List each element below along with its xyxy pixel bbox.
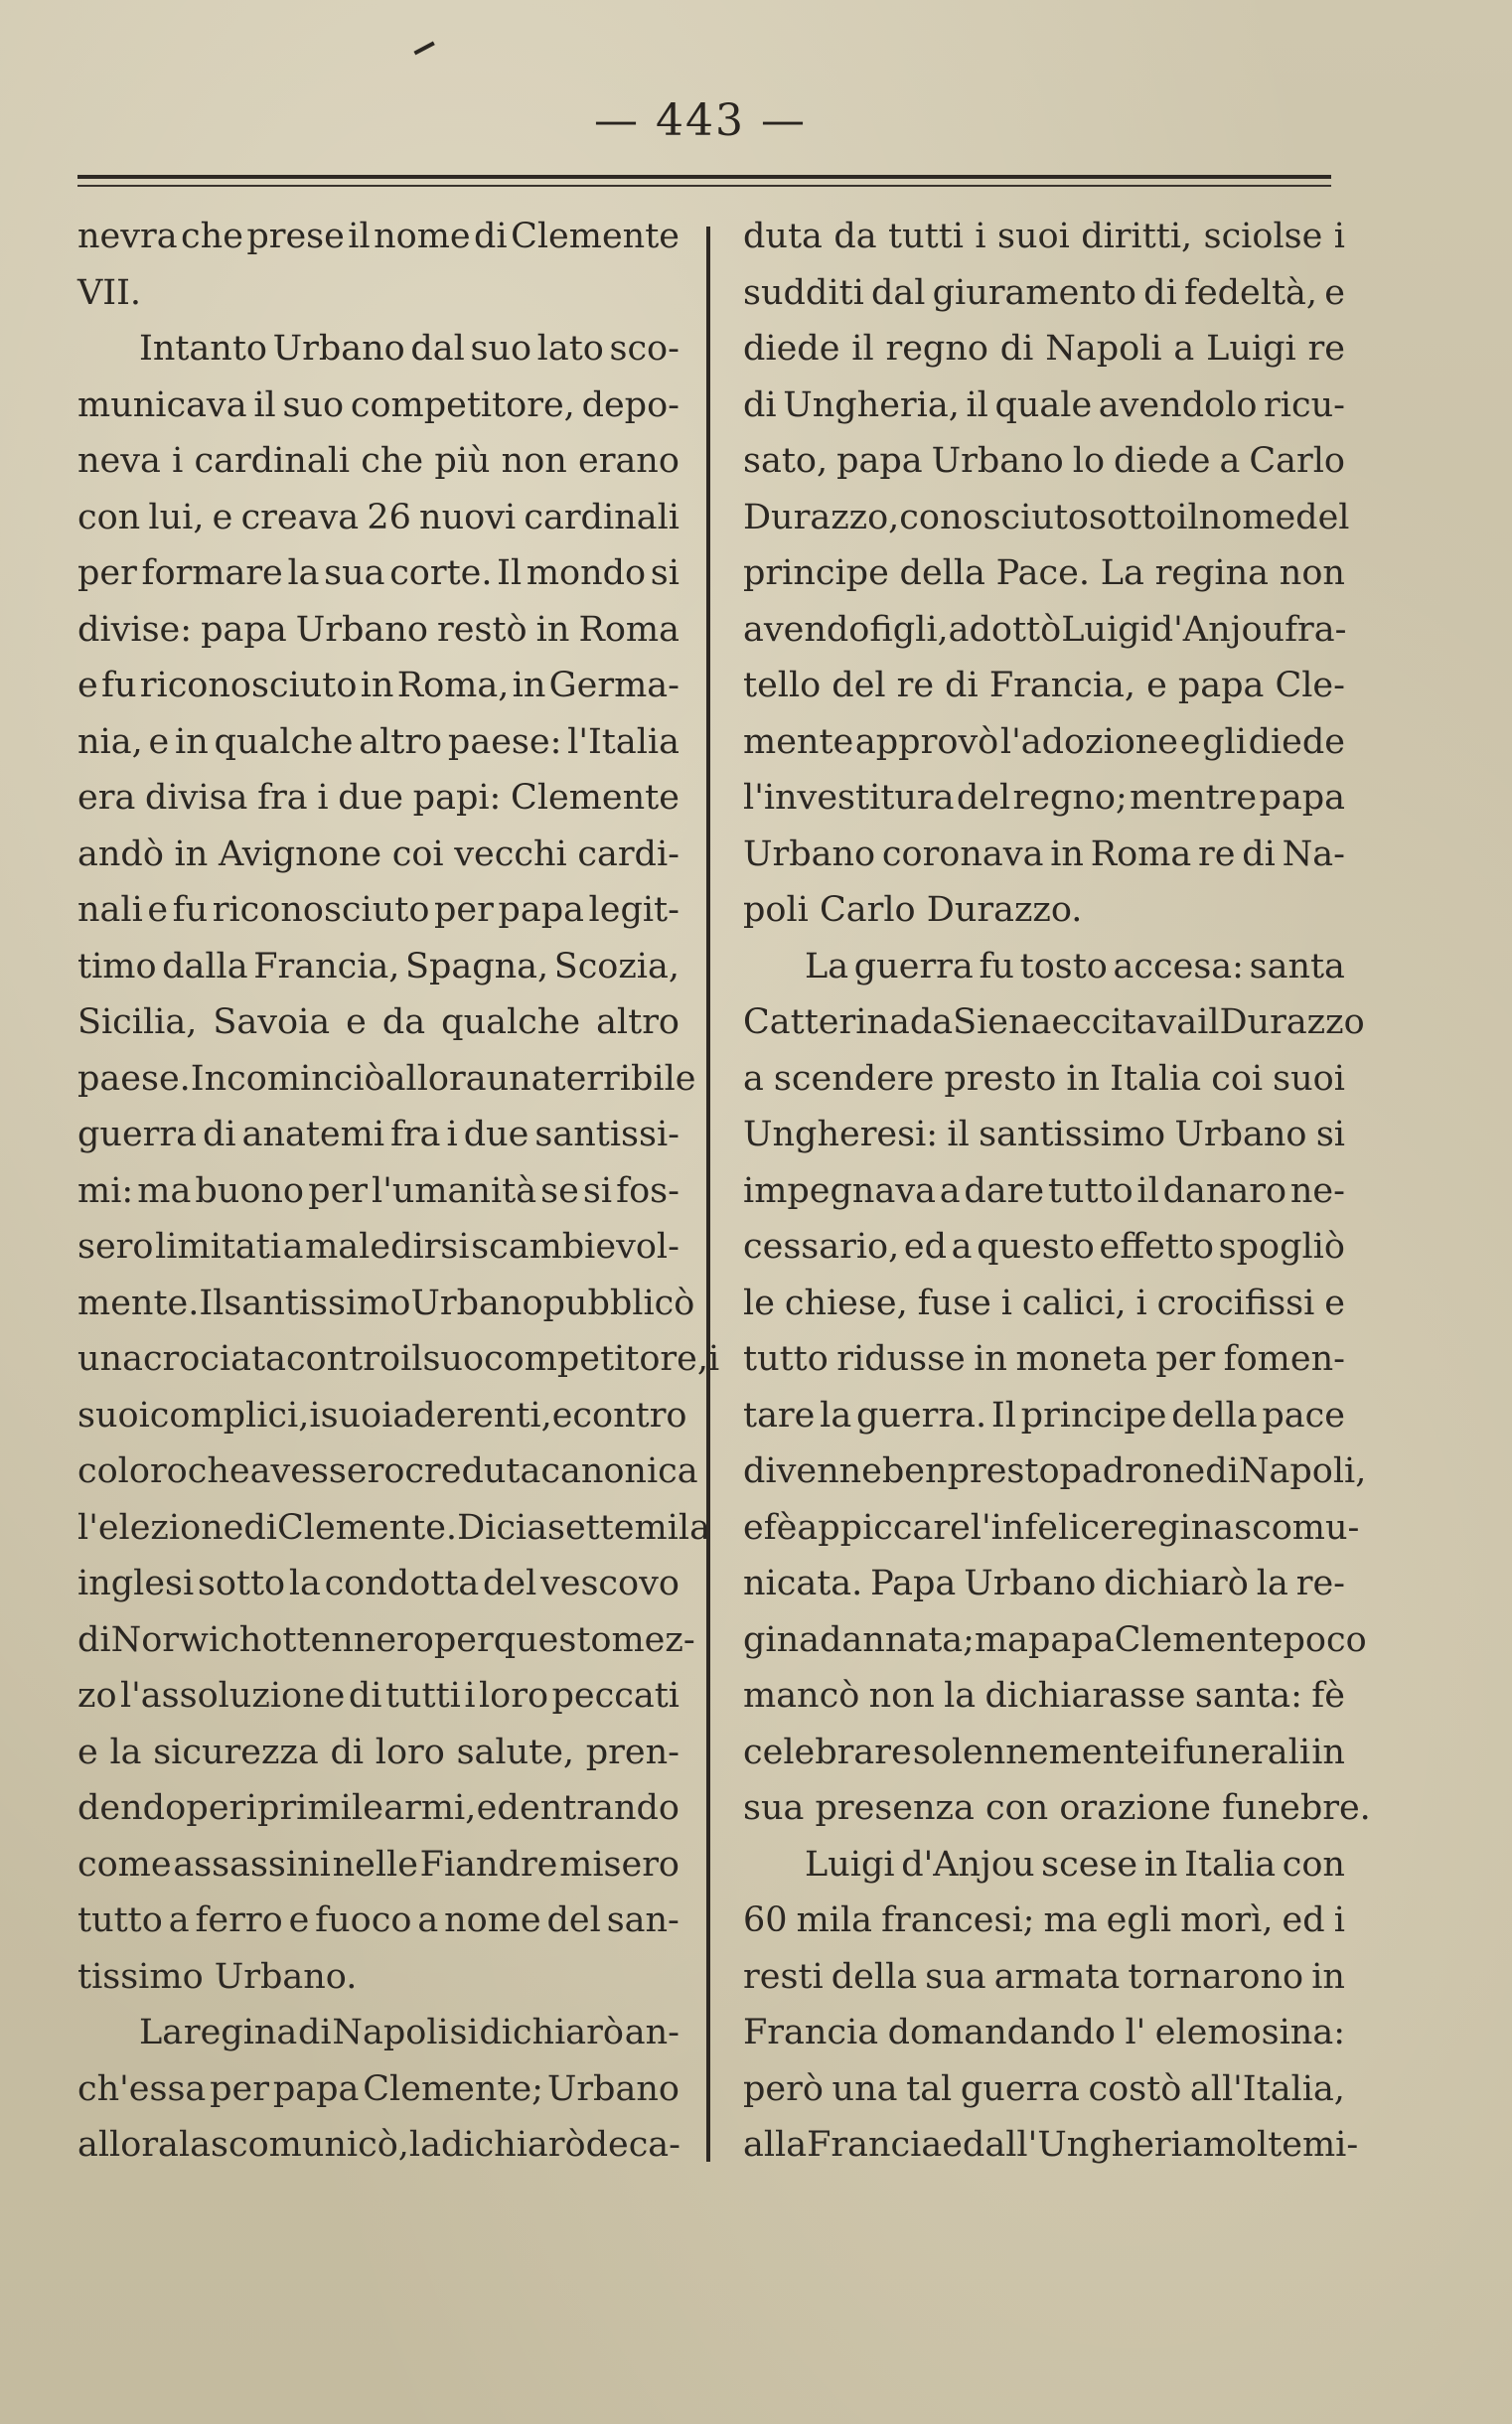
left-text-column (77, 209, 720, 2174)
text-line: e la sicurezza di loro salute, pren- (77, 1732, 680, 1772)
text-line: avendo figli, adottò Luigi d'Anjou fra- (743, 609, 1347, 650)
text-line: divise: papa Urbano restò in Roma (77, 609, 680, 650)
text-line: l'investitura del regno; mentre papa (743, 778, 1345, 818)
text-line: suoi complici, i suoi aderenti, e contro (77, 1395, 687, 1436)
text-line: timo dalla Francia, Spagna, Scozia, (77, 946, 680, 986)
text-line: sero limitati a maledirsi scambievol- (77, 1227, 680, 1267)
text-line: Ungheresi: il santissimo Urbano si (743, 1115, 1345, 1154)
text-line: e fè appiccare l'infelice regina scomu- (743, 1507, 1360, 1548)
text-line: mente. Il santissimo Urbano pubblicò (77, 1283, 695, 1323)
text-line: Francia domandando l' elemosina: (743, 2013, 1345, 2052)
text-line: Durazzo, conosciuto sotto il nome del (743, 497, 1350, 537)
text-line: di Norwich ottennero per questo mez- (77, 1619, 695, 1660)
text-line: VII. (77, 272, 142, 313)
text-line: però una tal guerra costò all'Italia, (743, 2068, 1345, 2109)
page-number: — 443 — (594, 95, 807, 146)
text-line: principe della Pace. La regina non (743, 553, 1345, 593)
text-line: alla Francia ed all'Ungheria molte mi- (743, 2125, 1359, 2165)
text-line: cessario, ed a questo effetto spogliò (743, 1227, 1345, 1267)
text-line: una crociata contro il suo competitore, i (77, 1339, 720, 1379)
text-line: poli Carlo Durazzo. (743, 890, 1083, 930)
header-rule-thick (77, 175, 1331, 179)
header-rule-thin (77, 185, 1331, 187)
text-line: l'elezione di Clemente. Diciasettemila (77, 1507, 710, 1548)
text-line: celebrare solennemente i funerali in (743, 1732, 1345, 1772)
text-line: duta da tutti i suoi diritti, sciolse i (743, 217, 1345, 256)
text-line: Sicilia, Savoia e da qualche altro (77, 1002, 680, 1042)
text-line: Urbano coronava in Roma re di Na- (743, 833, 1345, 874)
text-line: tutto ridusse in moneta per fomen- (743, 1339, 1345, 1379)
text-line: resti della sua armata tornarono in (743, 1956, 1345, 1997)
text-line: divenne ben presto padrone di Napoli, (743, 1451, 1367, 1491)
text-line: Luigi d'Anjou scese in Italia con (805, 1844, 1345, 1885)
text-line: La regina di Napoli si dichiarò an- (139, 2013, 680, 2052)
text-line: per formare la sua corte. Il mondo si (77, 553, 680, 593)
text-line: coloro che avessero creduta canonica (77, 1451, 698, 1491)
text-line: sua presenza con orazione funebre. (743, 1788, 1371, 1828)
text-line: tare la guerra. Il principe della pace (743, 1395, 1345, 1436)
text-line: guerra di anatemi fra i due santissi- (77, 1115, 680, 1154)
text-line: impegnava a dare tutto il danaro ne- (743, 1170, 1345, 1211)
text-line: come assassini nelle Fiandre misero (77, 1844, 680, 1885)
text-line: nali e fu riconosciuto per papa legit- (77, 890, 680, 930)
text-line: allora la scomunicò, la dichiarò deca- (77, 2125, 680, 2165)
text-line: 60 mila francesi; ma egli morì, ed i (743, 1900, 1345, 1940)
text-line: tissimo Urbano. (77, 1956, 358, 1997)
text-line: neva i cardinali che più non erano (77, 441, 680, 481)
text-line: nevra che prese il nome di Clemente (77, 217, 680, 256)
text-line: le chiese, fuse i calici, i crocifissi e (743, 1283, 1345, 1323)
text-line: mancò non la dichiarasse santa: fè (743, 1676, 1345, 1716)
text-line: andò in Avignone coi vecchi cardi- (77, 833, 680, 874)
text-line: tutto a ferro e fuoco a nome del san- (77, 1900, 680, 1940)
text-line: sato, papa Urbano lo diede a Carlo (743, 441, 1345, 481)
text-line: paese. Incominciò allora una terribile (77, 1058, 696, 1099)
text-line: ch'essa per papa Clemente; Urbano (77, 2068, 680, 2109)
column-divider (706, 227, 710, 2162)
text-line: diede il regno di Napoli a Luigi re (743, 329, 1345, 369)
text-line: La guerra fu tosto accesa: santa (805, 946, 1345, 986)
text-line: Intanto Urbano dal suo lato sco- (139, 329, 680, 369)
text-line: con lui, e creava 26 nuovi cardinali (77, 497, 680, 537)
text-line: zo l'assoluzione di tutti i loro peccati (77, 1676, 680, 1716)
text-line: tello del re di Francia, e papa Cle- (743, 666, 1345, 705)
text-line: nicata. Papa Urbano dichiarò la re- (743, 1564, 1345, 1603)
text-line: inglesi sotto la condotta del vescovo (77, 1564, 680, 1603)
text-line: sudditi dal giuramento di fedeltà, e (743, 272, 1345, 313)
text-line: di Ungheria, il quale avendolo ricu- (743, 384, 1345, 425)
text-line: mente approvò l'adozione e gli diede (743, 721, 1345, 762)
text-line: a scendere presto in Italia coi suoi (743, 1058, 1345, 1099)
text-line: municava il suo competitore, depo- (77, 384, 680, 425)
text-line: nia, e in qualche altro paese: l'Italia (77, 721, 680, 762)
text-line: e fu riconosciuto in Roma, in Germa- (77, 666, 680, 705)
text-line: dendo per i primi le armi, ed entrando (77, 1788, 680, 1828)
text-line: gina dannata; ma papa Clemente poco (743, 1619, 1367, 1660)
text-line: Catterina da Siena eccitava il Durazzo (743, 1002, 1365, 1042)
text-line: mi: ma buono per l'umanità se si fos- (77, 1170, 680, 1211)
text-line: era divisa fra i due papi: Clemente (77, 778, 680, 818)
right-text-column (743, 209, 1371, 2174)
ink-mark (413, 42, 438, 63)
